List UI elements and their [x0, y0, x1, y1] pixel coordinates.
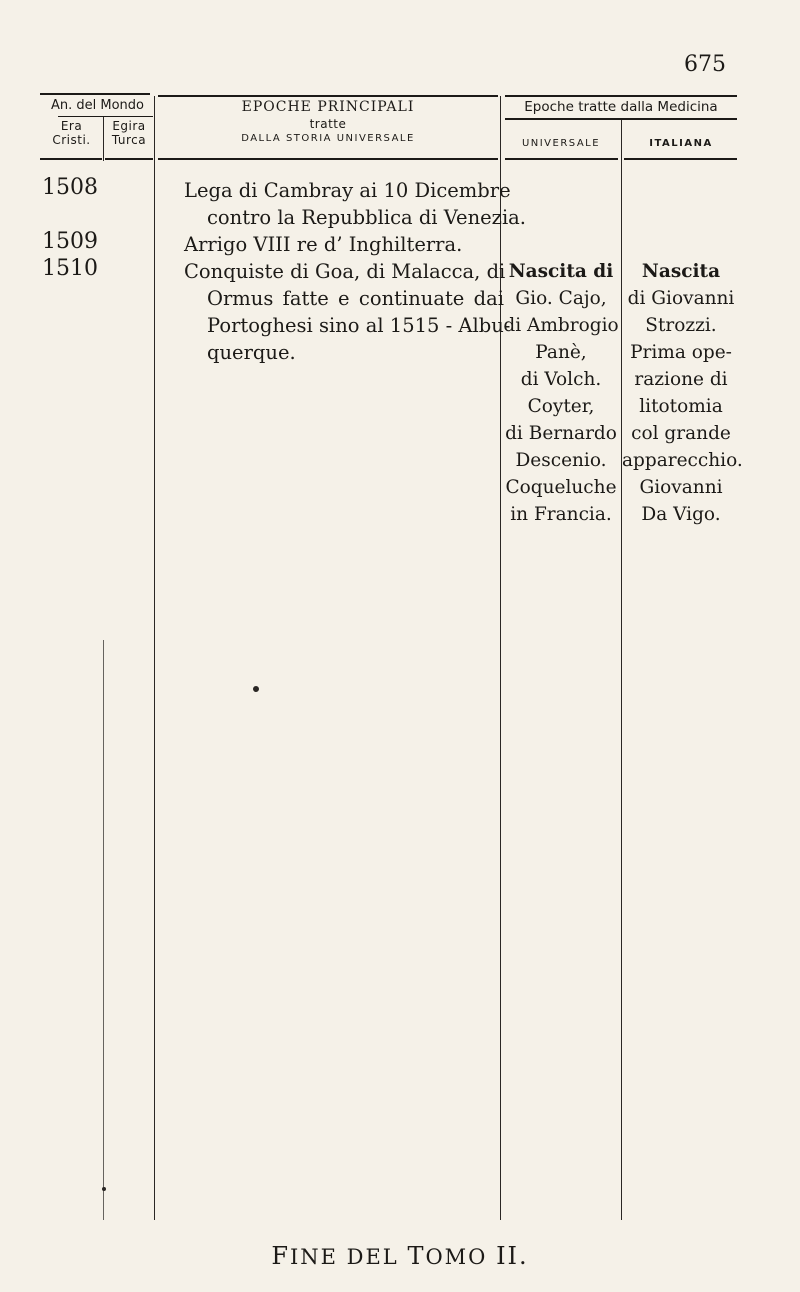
col-divider-era-body [103, 640, 104, 1220]
rule-universale [505, 158, 618, 160]
year-1510: 1510 [42, 256, 98, 281]
era-cristi-heading: Era Cristi. [52, 119, 91, 147]
rule-era-cristi [40, 158, 102, 160]
epoche-medicina-heading: Epoche tratte dalla Medicina [524, 99, 718, 115]
ink-spot [253, 686, 259, 692]
rule-italiana [624, 158, 737, 160]
rule-egira [105, 158, 153, 160]
italiana-line: col grande [631, 423, 731, 444]
universale-line: Coyter, [527, 396, 595, 417]
anni-del-mondo-heading: An. del Mondo [50, 98, 144, 113]
epoche-principali-heading: EPOCHE PRINCIPALI tratte DALLA STORIA UNIVERSALE [241, 99, 415, 144]
event-line: Lega di Cambray ai 10 Dicembre [184, 179, 511, 202]
universale-heading: UNIVERSALE [521, 138, 601, 149]
italiana-line: apparecchio. [622, 450, 743, 471]
event-line: querque. [207, 341, 296, 364]
header-subrule [58, 116, 153, 117]
header-rule-middle [158, 95, 498, 97]
year-1509: 1509 [42, 229, 98, 254]
egira-turca-heading: Egira Turca [111, 119, 147, 147]
universale-line: di Volch. [520, 369, 602, 390]
universale-line: di Bernardo [505, 423, 617, 444]
italiana-line: Giovanni [639, 477, 723, 498]
event-line: contro la Repubblica di Venezia. [207, 206, 527, 229]
event-line: Arrigo VIII re d’ Inghilterra. [184, 233, 463, 256]
italiana-line: Nascita [641, 261, 721, 282]
italiana-line: di Giovanni [627, 288, 735, 309]
rule-epoche [158, 158, 498, 160]
italiana-line: Da Vigo. [641, 504, 721, 525]
italiana-line: Strozzi. [645, 315, 717, 336]
event-line: Portoghesi sino al 1515 - Albu- [207, 314, 511, 337]
italiana-line: Prima ope- [630, 342, 732, 363]
year-1508: 1508 [42, 175, 98, 200]
col-divider-egira [154, 96, 155, 1220]
italiana-line: razione di [634, 369, 728, 390]
universale-line: di Ambrogio [503, 315, 619, 336]
universale-line: Panè, [535, 342, 587, 363]
event-line: Conquiste di Goa, di Malacca, di [184, 260, 506, 283]
page-number: 675 [684, 52, 726, 77]
fine-del-tomo-footer: FINE DEL TOMO II. [271, 1242, 529, 1270]
italiana-line: litotomia [639, 396, 723, 417]
universale-line: Nascita di [508, 261, 614, 282]
italiana-heading: ITALIANA [649, 138, 713, 149]
universale-line: Descenio. [515, 450, 607, 471]
event-line: Ormus fatte e continuate dai [207, 287, 504, 310]
header-rule-right [505, 95, 737, 97]
col-divider-era [103, 117, 104, 161]
universale-line: Coqueluche [505, 477, 617, 498]
universale-line: in Francia. [510, 504, 612, 525]
ink-spot [102, 1187, 106, 1191]
header-rule-left [40, 93, 150, 95]
universale-line: Gio. Cajo, [515, 288, 607, 309]
